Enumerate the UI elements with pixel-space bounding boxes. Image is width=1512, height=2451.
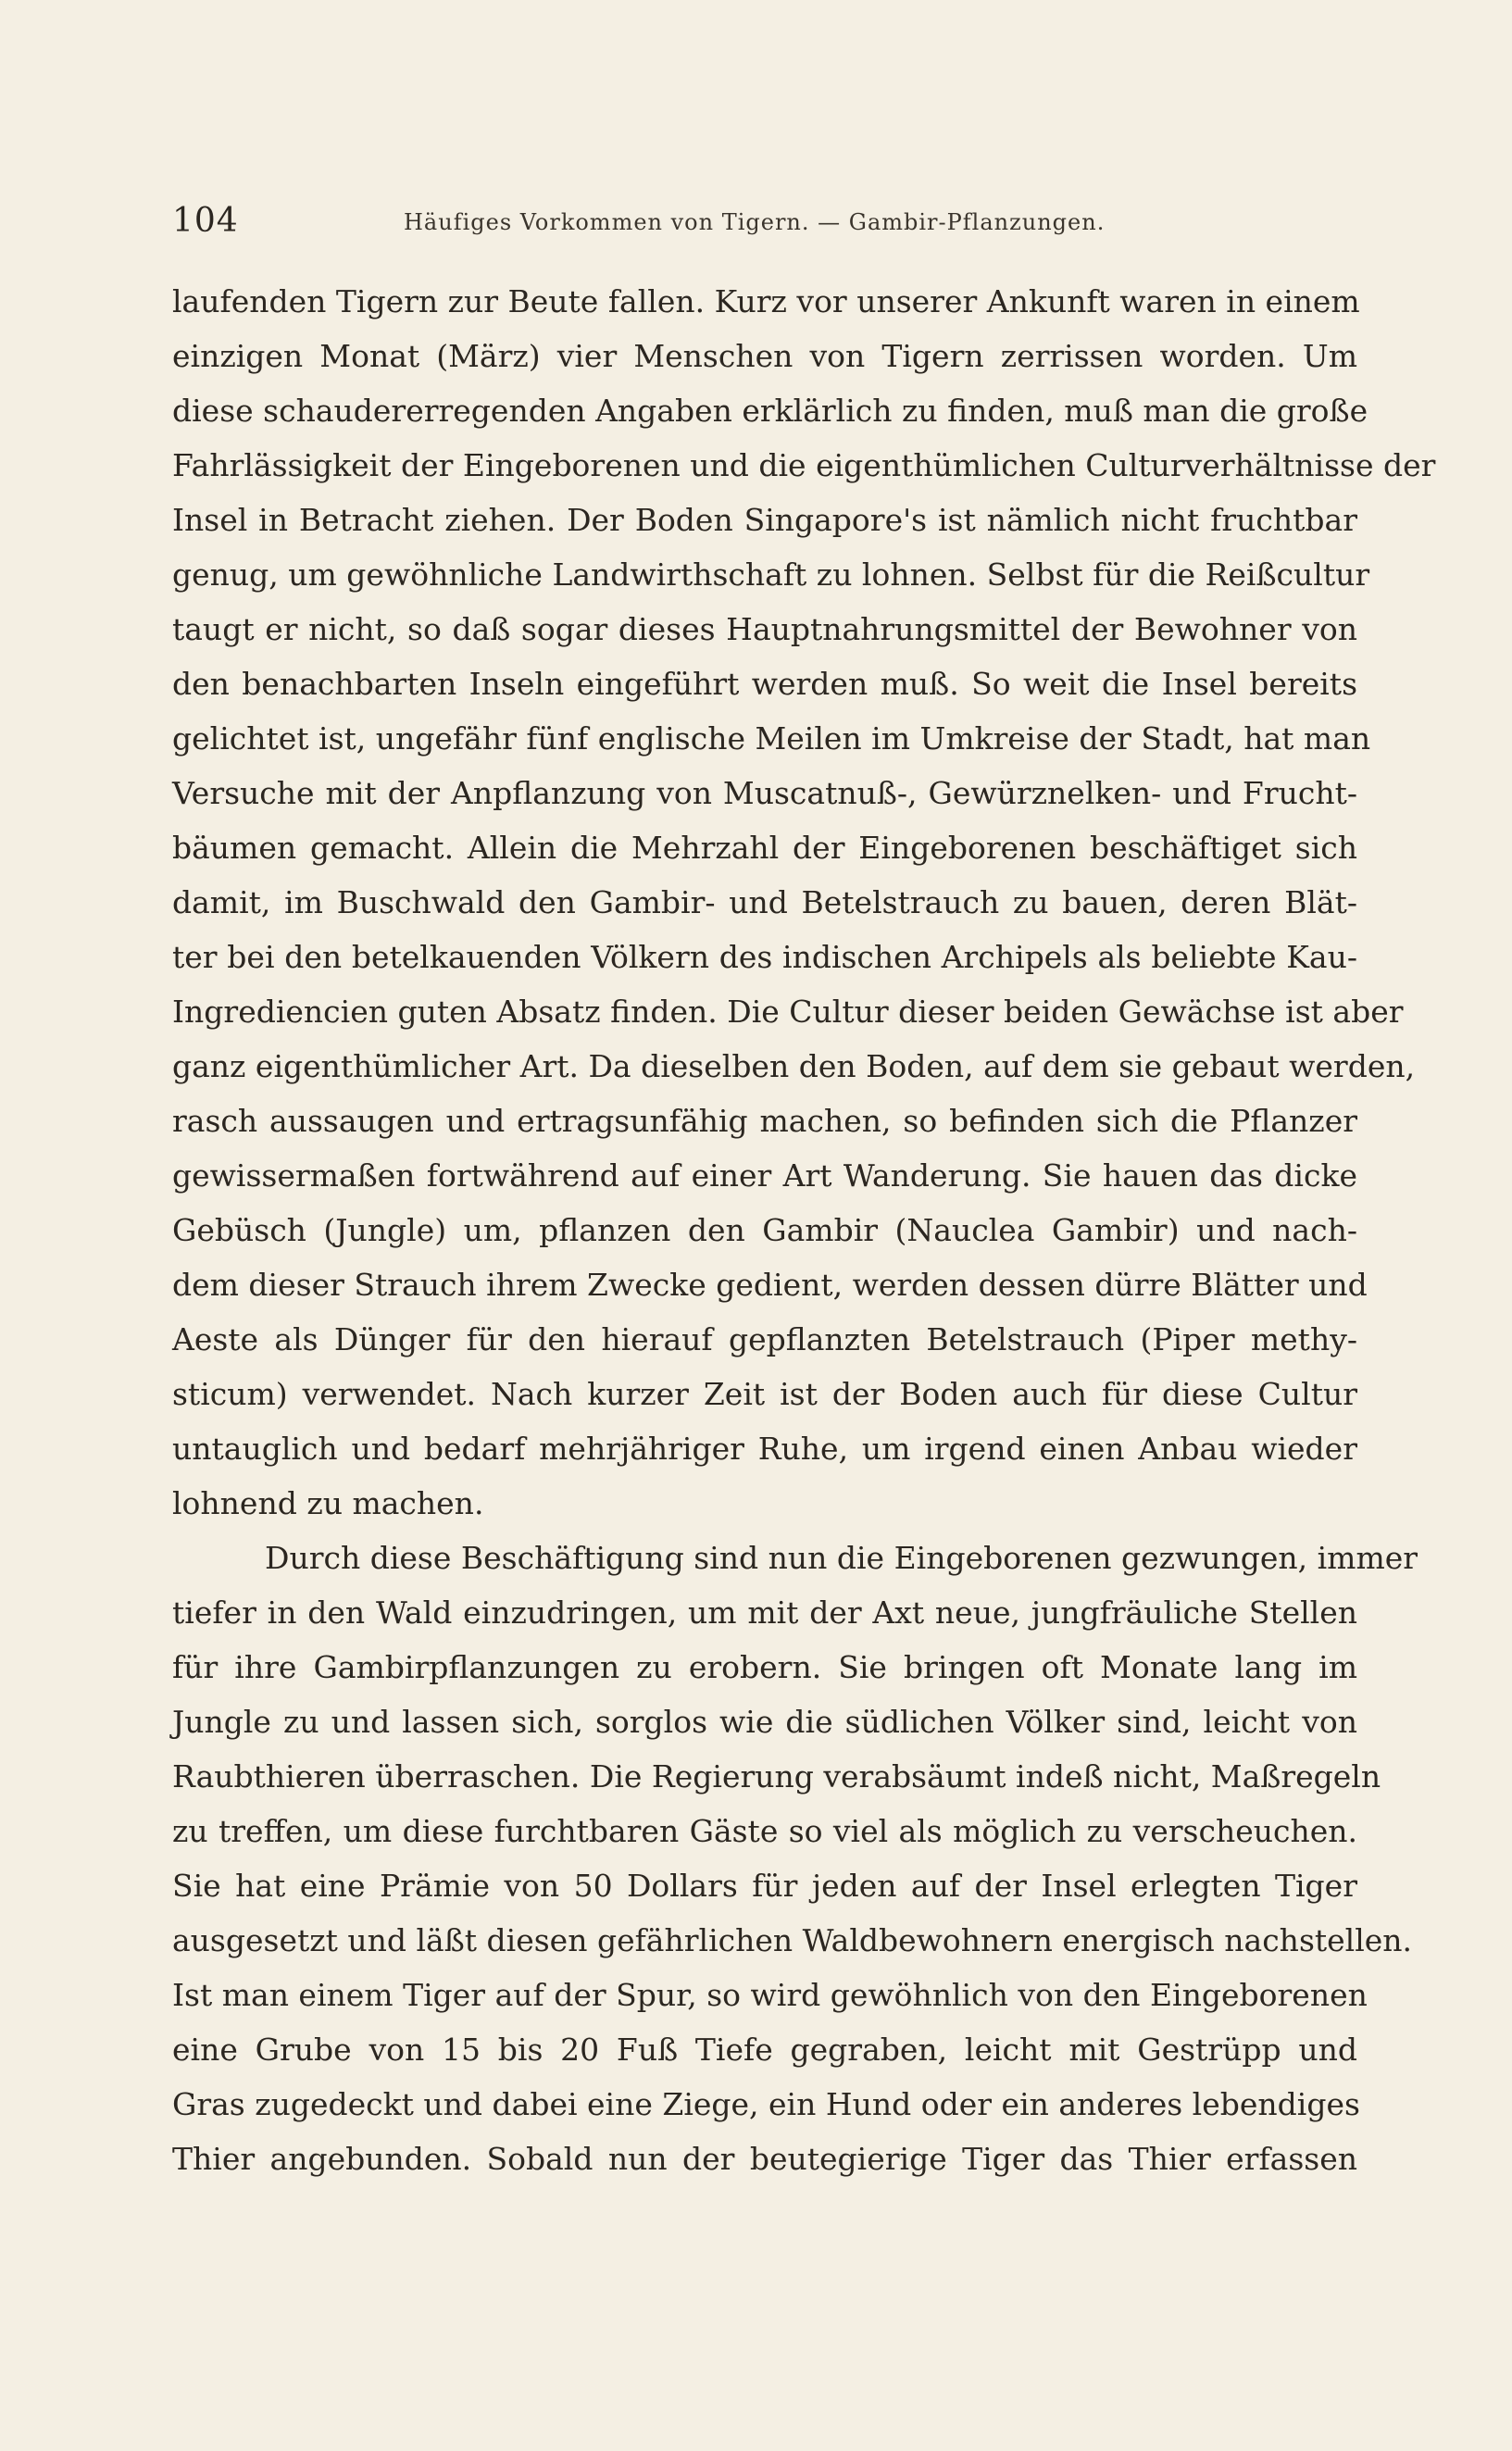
page-header — [172, 198, 1367, 246]
text-line: Versuche mit der Anpflanzung von Muscatnuß-, Gewürznelken- und Frucht- — [172, 775, 1357, 811]
text-line: laufenden Tigern zur Beute fallen. Kurz vor unserer Ankunft waren in einem — [172, 283, 1360, 319]
text-line: Insel in Betracht ziehen. Der Boden Singapore's ist nämlich nicht fruchtbar — [172, 502, 1357, 538]
text-line: Aeste als Dünger für den hierauf gepflanzten Betelstrauch (Piper methy- — [172, 1321, 1357, 1357]
text-line: ausgesetzt und läßt diesen gefährlichen Waldbewohnern energisch nachstellen. — [172, 1922, 1413, 1958]
text-line: genug, um gewöhnliche Landwirthschaft zu lohnen. Selbst für die Reißcultur — [172, 556, 1370, 593]
text-line: für ihre Gambirpflanzungen zu erobern. Sie bringen oft Monate lang im — [172, 1649, 1357, 1685]
text-line: diese schaudererregenden Angaben erklärlich zu finden, muß man die große — [172, 393, 1368, 429]
text-line: eine Grube von 15 bis 20 Fuß Tiefe gegraben, leicht mit Gestrüpp und — [172, 2032, 1357, 2068]
body-text — [172, 274, 1436, 2186]
page-number: 104 — [172, 202, 239, 240]
text-line: ter bei den betelkauenden Völkern des indischen Archipels als beliebte Kau- — [172, 939, 1357, 975]
text-line: rasch aussaugen und ertragsunfähig machen, so befinden sich die Pflanzer — [172, 1103, 1357, 1139]
text-line: lohnend zu machen. — [172, 1485, 484, 1521]
text-line: gelichtet ist, ungefähr fünf englische Meilen im Umkreise der Stadt, hat man — [172, 720, 1371, 757]
text-line: Durch diese Beschäftigung sind nun die Eingeborenen gezwungen, immer — [265, 1540, 1418, 1576]
text-line: dem dieser Strauch ihrem Zwecke gedient, werden dessen dürre Blätter und — [172, 1267, 1368, 1303]
text-line: untauglich und bedarf mehrjähriger Ruhe, um irgend einen Anbau wieder — [172, 1431, 1357, 1467]
text-line: einzigen Monat (März) vier Menschen von Tigern zerrissen worden. Um — [172, 338, 1357, 374]
text-line: damit, im Buschwald den Gambir- und Betelstrauch zu bauen, deren Blät- — [172, 884, 1357, 920]
text-line: Ist man einem Tiger auf der Spur, so wird gewöhnlich von den Eingeborenen — [172, 1977, 1368, 2013]
text-line: taugt er nicht, so daß sogar dieses Hauptnahrungsmittel der Bewohner von — [172, 611, 1357, 647]
text-line: zu treffen, um diese furchtbaren Gäste so viel als möglich zu verscheuchen. — [172, 1813, 1357, 1849]
text-line: Fahrlässigkeit der Eingeborenen und die eigenthümlichen Culturverhältnisse der — [172, 447, 1436, 483]
text-line: sticum) verwendet. Nach kurzer Zeit ist der Boden auch für diese Cultur — [172, 1376, 1357, 1412]
text-line: den benachbarten Inseln eingeführt werden muß. So weit die Insel bereits — [172, 666, 1357, 702]
text-line: tiefer in den Wald einzudringen, um mit der Axt neue, jungfräuliche Stellen — [172, 1594, 1357, 1631]
text-line: Jungle zu und lassen sich, sorglos wie die südlichen Völker sind, leicht von — [172, 1704, 1357, 1740]
text-line: Sie hat eine Prämie von 50 Dollars für jeden auf der Insel erlegten Tiger — [172, 1868, 1357, 1904]
text-line: Ingrediencien guten Absatz finden. Die Cultur dieser beiden Gewächse ist aber — [172, 994, 1404, 1030]
paragraph — [172, 1531, 1418, 2186]
paragraph — [172, 274, 1436, 1531]
text-line: bäumen gemacht. Allein die Mehrzahl der Eingeborenen beschäftiget sich — [172, 830, 1357, 866]
text-line: gewissermaßen fortwährend auf einer Art Wanderung. Sie hauen das dicke — [172, 1157, 1357, 1194]
text-line: Gras zugedeckt und dabei eine Ziege, ein Hund oder ein anderes lebendiges — [172, 2086, 1360, 2122]
text-line: Thier angebunden. Sobald nun der beutegierige Tiger das Thier erfassen — [172, 2141, 1357, 2177]
text-line: ganz eigenthümlicher Art. Da dieselben den Boden, auf dem sie gebaut werden, — [172, 1048, 1416, 1084]
text-line: Raubthieren überraschen. Die Regierung verabsäumt indeß nicht, Maßregeln — [172, 1758, 1381, 1794]
running-head: Häufiges Vorkommen von Tigern. — Gambir-Pflanzungen. — [404, 209, 1106, 235]
text-line: Gebüsch (Jungle) um, pflanzen den Gambir (Nauclea Gambir) und nach- — [172, 1212, 1357, 1248]
